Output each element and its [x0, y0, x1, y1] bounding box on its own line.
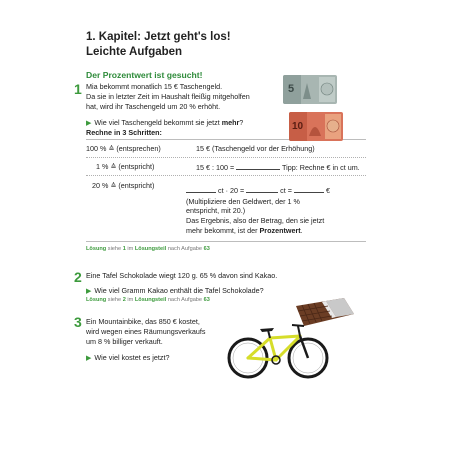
- mountainbike-image: [226, 318, 330, 380]
- steps-heading: Rechne in 3 Schritten:: [86, 128, 162, 137]
- task1-question: ▶ Wie viel Taschengeld bekommt sie jetzt mehr?: [86, 118, 244, 127]
- task3-line2: wird wegen eines Räumungsverkaufs: [86, 327, 206, 336]
- arrow-right-icon: ▶: [86, 288, 92, 295]
- section-heading: Der Prozentwert ist gesucht!: [86, 70, 203, 80]
- arrow-right-icon: ▶: [86, 120, 92, 127]
- divider: [86, 157, 366, 158]
- divider: [86, 175, 366, 176]
- task1-line3: hat, wird ihr Taschengeld um 20 % erhöht.: [86, 102, 221, 111]
- solution-reference-2[interactable]: Lösung siehe 2 im Lösungsteil nach Aufgabe 63: [86, 297, 210, 303]
- arrow-right-icon: ▶: [86, 355, 92, 362]
- row3-left: 20 % ≙ (entspricht): [92, 181, 155, 190]
- task-number-1: 1: [74, 81, 82, 97]
- ten-euro-note: [289, 112, 343, 141]
- task2-question: ▶ Wie viel Gramm Kakao enthält die Tafel Schokolade?: [86, 286, 264, 295]
- chapter-title: [86, 30, 231, 60]
- task3-line3: um 8 % billiger verkauft.: [86, 337, 163, 346]
- answer-blank[interactable]: [246, 185, 278, 193]
- task2-line1: Eine Tafel Schokolade wiegt 120 g. 65 % davon sind Kakao.: [86, 271, 278, 280]
- result-line1: Das Ergebnis, also der Betrag, den sie jetzt: [186, 216, 325, 225]
- task-number-3: 3: [74, 314, 82, 330]
- hint-line2: entspricht, mit 20.): [186, 206, 246, 215]
- task-number-2: 2: [74, 269, 82, 285]
- divider: [86, 241, 366, 242]
- answer-blank[interactable]: [186, 185, 216, 193]
- ten-label: 10: [292, 121, 304, 132]
- answer-blank[interactable]: [236, 162, 280, 170]
- five-label: 5: [288, 83, 295, 95]
- row1-right: 15 € (Taschengeld vor der Erhöhung): [196, 144, 315, 153]
- task1-line2: Da sie in letzter Zeit im Haushalt fleißig mitgeholfen: [86, 92, 250, 101]
- row1-left: 100 % ≙ (entsprechen): [86, 144, 161, 153]
- row2-left: 1 % ≙ (entspricht): [96, 162, 155, 171]
- task1-line1: Mia bekommt monatlich 15 € Taschengeld.: [86, 82, 223, 91]
- row3-right: ct · 20 = ct = €: [186, 185, 330, 196]
- result-line2: mehr bekommt, ist der Prozentwert.: [186, 226, 303, 235]
- task3-question: ▶ Wie viel kostet es jetzt?: [86, 353, 170, 362]
- answer-blank[interactable]: [294, 185, 324, 193]
- hint-line1: (Multipliziere den Geldwert, der 1 %: [186, 197, 300, 206]
- solution-reference-1[interactable]: Lösung siehe 1 im Lösungsteil nach Aufgabe 63: [86, 246, 210, 252]
- row2-right: 15 € : 100 = Tipp: Rechne € in ct um.: [196, 163, 360, 172]
- five-euro-note: [283, 75, 337, 104]
- chapter-title-line1: 1. Kapitel: Jetzt geht's los!: [86, 31, 231, 43]
- chapter-title-line2: Leichte Aufgaben: [86, 46, 183, 58]
- task3-line1: Ein Mountainbike, das 850 € kostet,: [86, 317, 200, 326]
